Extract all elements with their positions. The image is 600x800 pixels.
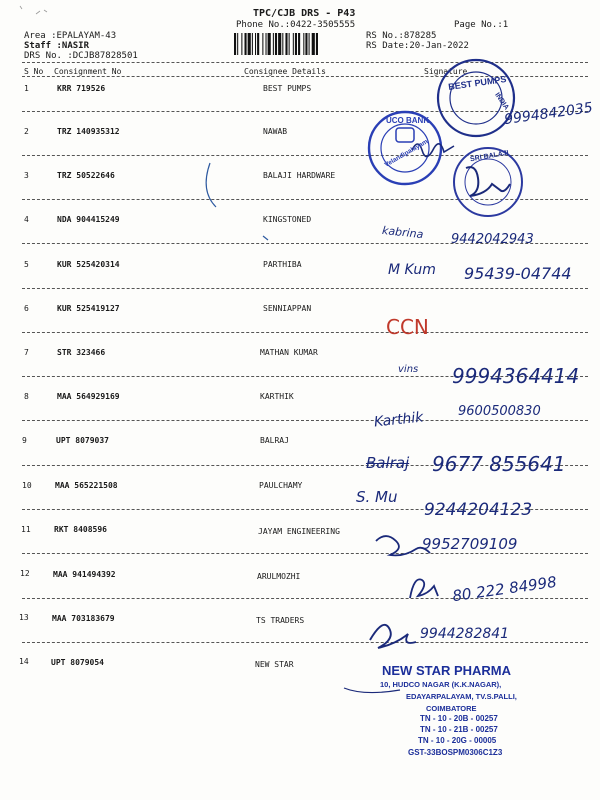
row-10-consignment: MAA 565221508 — [55, 481, 118, 490]
row-14-sno: 14 — [19, 657, 29, 666]
signature-row3 — [466, 167, 510, 196]
row-11-sno: 11 — [21, 525, 31, 534]
phone-number: Phone No.:0422-3505555 — [236, 20, 356, 30]
row-7-sno: 7 — [24, 348, 29, 357]
col-header-consignment: Consignment No — [54, 67, 122, 76]
row-8-consignee: KARTHIK — [260, 392, 294, 401]
col-header-signature: Signature — [424, 67, 468, 76]
drs-number: DRS No. :DCJB87828501 — [24, 51, 138, 61]
uco-bank-seal-text: UCO BANK — [386, 116, 430, 125]
sri-balaji-seal-text: SRI BALAJI — [469, 149, 510, 164]
report-title: TPC/CJB DRS - P43 — [253, 8, 356, 19]
handwritten-phone-row11: 9952709109 — [422, 535, 518, 553]
handwritten-name-row5: M Kum — [388, 262, 436, 278]
row-3-consignment: TRZ 50522646 — [57, 171, 115, 180]
row-12-sno: 12 — [20, 569, 30, 578]
handwritten-note-row6: CCN — [386, 315, 429, 339]
handwritten-name-row9: Balraj — [366, 454, 410, 472]
row-9-sno: 9 — [22, 436, 27, 445]
row-3-sno: 3 — [24, 171, 29, 180]
row-6-consignment: KUR 525419127 — [57, 304, 120, 313]
row-12-consignee: ARULMOZHI — [257, 572, 301, 581]
area-label: Area :EPALAYAM-43 — [24, 31, 117, 41]
row-13-consignee: TS TRADERS — [256, 616, 305, 625]
new-star-stamp-line5: TN - 10 - 21B - 00257 — [420, 725, 498, 734]
handwritten-phone-row7: 9994364414 — [452, 364, 580, 388]
handwritten-phone-row13: 9944282841 — [420, 626, 510, 642]
handwritten-phone-row9: 9677 855641 — [432, 452, 566, 476]
new-star-stamp-line6: TN - 10 - 20G - 00005 — [418, 736, 497, 745]
row-3-consignee: BALAJI HARDWARE — [263, 171, 336, 180]
best-pumps-seal-text: BEST PUMPS — [447, 73, 507, 93]
col-header-consignee: Consignee Details — [244, 67, 326, 76]
page-number: Page No.:1 — [454, 20, 509, 30]
uco-bank-branch-text: Velandipalayam — [383, 138, 430, 169]
row-10-sno: 10 — [22, 481, 32, 490]
row-13-consignment: MAA 703183679 — [52, 614, 115, 623]
stray-mark-topleft — [20, 6, 47, 14]
tick-mark-row4 — [263, 236, 268, 240]
row-14-consignee: NEW STAR — [255, 660, 294, 669]
row-12-consignment: MAA 941494392 — [53, 570, 116, 579]
stray-mark-row3 — [206, 163, 216, 207]
row-5-sno: 5 — [24, 260, 29, 269]
new-star-stamp-name: NEW STAR PHARMA — [382, 663, 512, 678]
row-11-consignee: JAYAM ENGINEERING — [258, 527, 340, 536]
row-2-sno: 2 — [24, 127, 29, 136]
row-2-consignment: TRZ 140935312 — [57, 127, 120, 136]
row-1-consignee: BEST PUMPS — [263, 84, 312, 93]
row-6-consignee: SENNIAPPAN — [263, 304, 312, 313]
row-8-sno: 8 — [24, 392, 29, 401]
staff-label: Staff :NASIR — [24, 41, 90, 51]
new-star-stamp-line1: 10, HUDCO NAGAR (K.K.NAGAR), — [380, 680, 502, 689]
handwritten-phone-row5: 95439-04744 — [464, 264, 572, 283]
handwritten-phone-row12: 80 222 84998 — [451, 572, 558, 606]
best-pumps-seal-subtext: INDIA — [493, 91, 510, 112]
row-1-sno: 1 — [24, 84, 29, 93]
row-11-consignment: RKT 8408596 — [54, 525, 107, 534]
row-14-consignment: UPT 8079054 — [51, 658, 104, 667]
row-13-sno: 13 — [19, 613, 29, 622]
row-7-consignee: MATHAN KUMAR — [260, 348, 318, 357]
new-star-stamp-line2: EDAYARPALAYAM, TV.S.PALLI, — [406, 692, 517, 701]
row-8-consignment: MAA 564929169 — [57, 392, 120, 401]
row-4-sno: 4 — [24, 215, 29, 224]
row-4-consignee: KINGSTONED — [263, 215, 312, 224]
handwritten-name-row7: vins — [398, 364, 419, 375]
col-header-s-no: S No — [24, 67, 44, 76]
handwritten-phone-row4: 9442042943 — [451, 232, 534, 247]
handwritten-name-row8: Karthik — [373, 409, 425, 431]
row-7-consignment: STR 323466 — [57, 348, 106, 357]
rs-date: RS Date:20-Jan-2022 — [366, 41, 469, 51]
row-2-consignee: NAWAB — [263, 127, 288, 136]
handwritten-phone-row8: 9600500830 — [458, 404, 541, 419]
handwritten-name-row10: S. Mu — [356, 488, 398, 506]
new-star-stamp-line3: COIMBATORE — [426, 704, 477, 713]
handwritten-phone-row10: 9244204123 — [424, 500, 533, 520]
handwritten-phone-row1: 9994842035 — [503, 99, 594, 129]
handwritten-name-row4: kabrina — [381, 223, 424, 242]
row-4-consignment: NDA 904415249 — [57, 215, 120, 224]
new-star-stamp-line7: GST-33BOSPM0306C1Z3 — [408, 748, 503, 757]
row-9-consignment: UPT 8079037 — [56, 436, 109, 445]
new-star-stamp-line4: TN - 10 - 20B - 00257 — [420, 714, 498, 723]
row-5-consignment: KUR 525420314 — [57, 260, 120, 269]
row-1-consignment: KRR 719526 — [57, 84, 106, 93]
row-5-consignee: PARTHIBA — [263, 260, 302, 269]
row-10-consignee: PAULCHAMY — [259, 481, 303, 490]
signature-row12 — [410, 579, 438, 598]
row-6-sno: 6 — [24, 304, 29, 313]
signature-row13 — [370, 625, 416, 648]
rs-number: RS No.:878285 — [366, 31, 437, 41]
row-9-consignee: BALRAJ — [260, 436, 289, 445]
